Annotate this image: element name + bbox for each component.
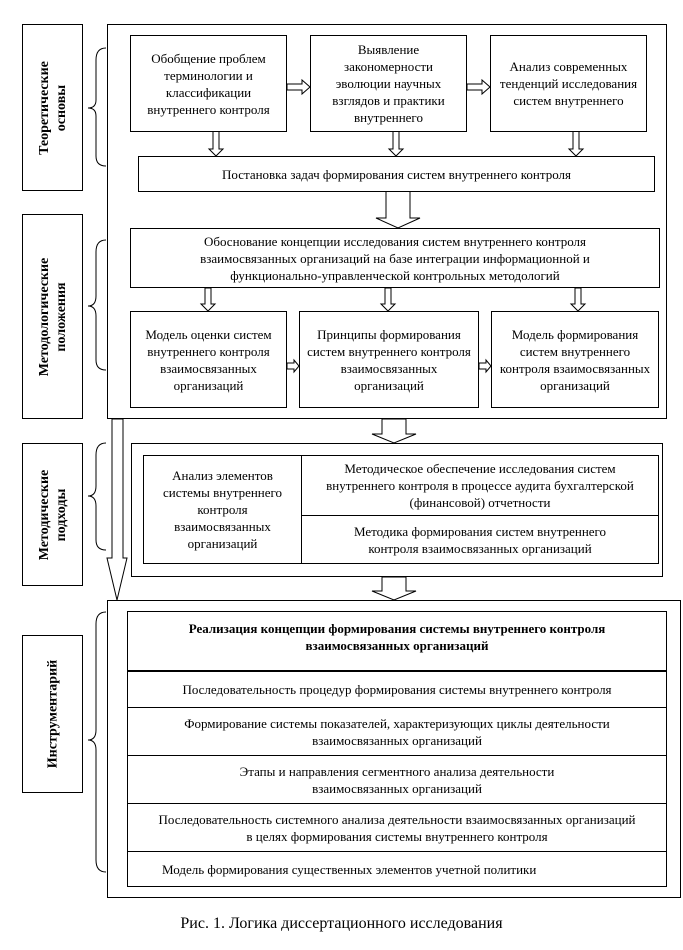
approaches-right-top-text: Методическое обеспечение исследования систем внутреннего контроля в процессе аудита бухгалтерской (финансовой) отчетности [326, 461, 634, 510]
tools-table [127, 611, 667, 887]
methodology-box-3-text: Модель формирования систем внутреннего контроля взаимосвязанных организаций [499, 326, 651, 393]
tools-header-cell [128, 612, 666, 672]
methodology-box-1-text: Модель оценки систем внутреннего контроля взаимосвязанных организаций [145, 326, 272, 393]
tools-row-5 [128, 852, 666, 886]
theory-box-1-text: Обобщение проблем терминологии и классификации внутреннего контроля [147, 50, 270, 117]
task-box-text: Постановка задач формирования систем внутреннего контроля [222, 166, 571, 182]
arrow-down-big-2 [372, 419, 416, 443]
approaches-right-bottom-text: Методика формирования систем внутреннего контроля взаимосвязанных организаций [353, 523, 607, 556]
tools-row-5-text: Модель формирования существенных элементов учетной политики [162, 861, 537, 877]
theory-box-1 [130, 35, 287, 132]
approaches-table [143, 455, 659, 564]
tools-row-2-text: Формирование системы показателей, характеризующих циклы деятельности взаимосвязанных организаций [184, 715, 610, 748]
concept-box-text: Обоснование концепции исследования систем внутреннего контроля взаимосвязанных организаций на базе интеграции информационной и функционально-управленческой контрольных методологий [200, 233, 590, 283]
section-label-approaches-text: Методические подходы [36, 469, 69, 560]
tools-row-4 [128, 804, 666, 852]
arrow-down-long [107, 419, 127, 600]
approaches-left-cell [144, 456, 302, 563]
concept-box [130, 228, 660, 288]
brace-methodology [88, 240, 106, 370]
theory-box-3-text: Анализ современных тенденций исследования систем внутреннего [499, 59, 638, 108]
tools-row-3-text: Этапы и направления сегментного анализа деятельности взаимосвязанных организаций [239, 763, 555, 796]
task-box [138, 156, 655, 192]
section-label-methodology-text: Методологические положения [36, 257, 69, 376]
tools-row-1 [128, 672, 666, 708]
figure-caption: Рис. 1. Логика диссертационного исследования [180, 915, 503, 932]
methodology-box-3 [491, 311, 659, 408]
theory-box-2 [310, 35, 467, 132]
arrow-down-big-3 [372, 577, 416, 600]
approaches-right-bottom-cell [302, 516, 658, 563]
section-label-approaches [22, 443, 83, 586]
theory-box-2-text: Выявление закономерности эволюции научных взглядов и практики внутреннего [332, 42, 445, 125]
brace-theory [88, 48, 106, 166]
tools-row-2 [128, 708, 666, 756]
methodology-box-1 [130, 311, 287, 408]
approaches-left-text: Анализ элементов системы внутреннего контроля взаимосвязанных организаций [162, 468, 283, 551]
approaches-right-column [302, 456, 658, 563]
approaches-right-top-cell [302, 456, 658, 516]
brace-tools [88, 612, 106, 872]
tools-row-4-text: Последовательность системного анализа деятельности взаимосвязанных организаций в целях формирования системы внутреннего контроля [158, 811, 636, 844]
brace-approaches [88, 443, 106, 550]
tools-header-text: Реализация концепции формирования системы внутреннего контроля взаимосвязанных организаций [188, 621, 606, 653]
section-label-methodology [22, 214, 83, 419]
section-label-tools [22, 635, 83, 793]
methodology-box-2 [299, 311, 479, 408]
tools-row-3 [128, 756, 666, 804]
theory-box-3 [490, 35, 647, 132]
section-label-theory [22, 24, 83, 191]
methodology-box-2-text: Принципы формирования систем внутреннего контроля взаимосвязанных организаций [307, 326, 471, 393]
section-label-tools-text: Инструментарий [45, 659, 60, 769]
tools-row-1-text: Последовательность процедур формирования системы внутреннего контроля [182, 682, 612, 697]
section-label-theory-text: Теоретические основы [36, 60, 69, 155]
